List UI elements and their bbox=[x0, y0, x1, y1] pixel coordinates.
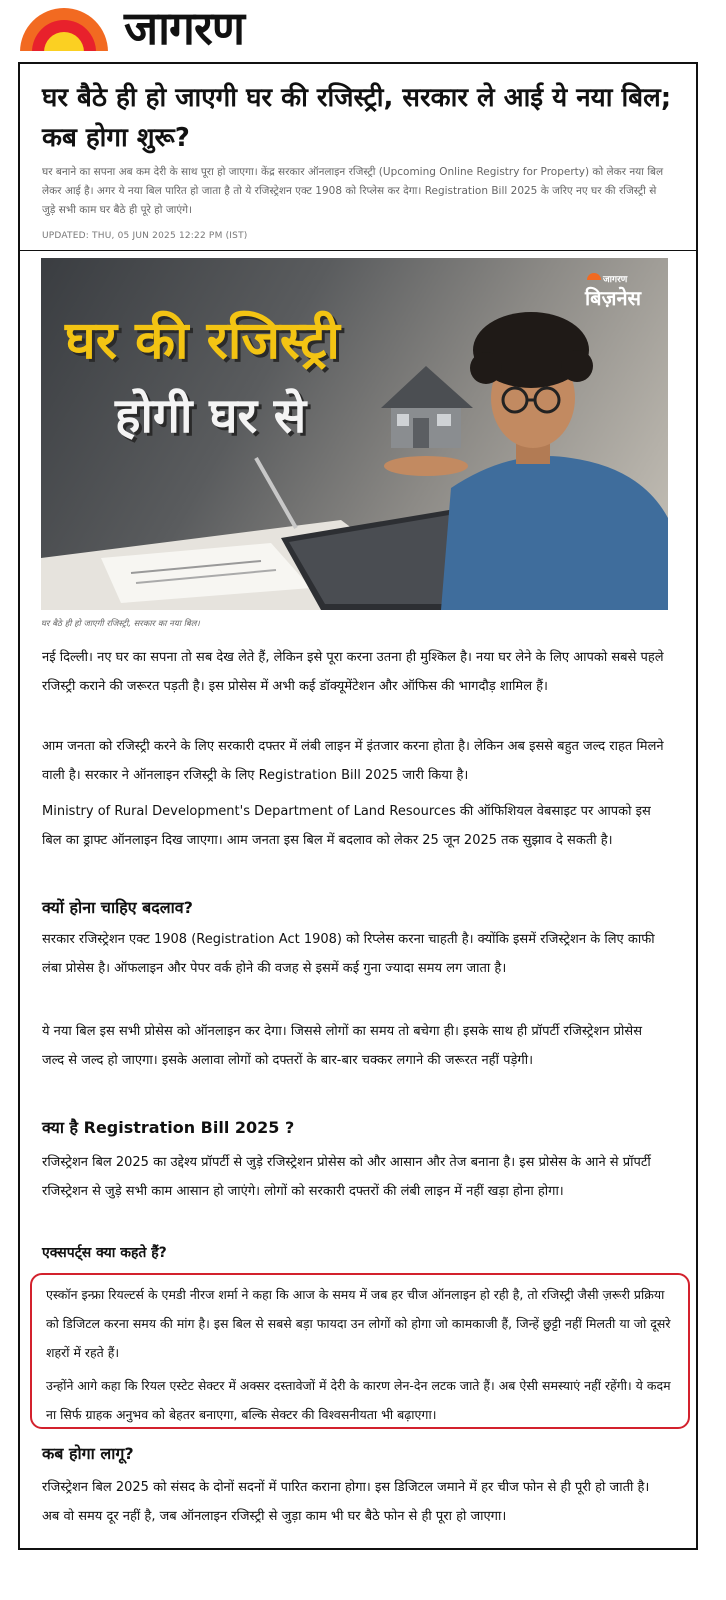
article-headline: घर बैठे ही हो जाएगी घर की रजिस्ट्री, सरकार ले आई ये नया बिल; कब होगा शुरू? bbox=[42, 83, 672, 153]
hero-image bbox=[41, 258, 668, 610]
hero-brand-small: जागरण bbox=[603, 275, 628, 285]
brand-logo-text[interactable]: जागरण bbox=[124, 1, 245, 55]
paragraph-1: नई दिल्ली। नए घर का सपना तो सब देख लेते हैं, लेकिन इसे पूरा करना उतना ही मुश्किल है। नया घर लेने के लिए आपको सबसे पहले रजिस्ट्री कराने की जरूरत पड़ती है। इस प्रोसेस में अभी कई डॉक्यूमेंटेशन और ऑफिस की भागदौड़ शामिल हैं। bbox=[42, 650, 664, 694]
paragraph-3: Ministry of Rural Development's Department of Land Resources की ऑफिशियल वेबसाइट पर आपको इस बिल का ड्राफ्ट ऑनलाइन दिख जाएगा। आम जनता इस बिल में बदलाव को लेकर 25 जून 2025 तक सुझाव दे सकती है। bbox=[42, 804, 651, 848]
hero-title-line1: घर की रजिस्ट्री bbox=[65, 311, 340, 371]
updated-timestamp: UPDATED: THU, 05 JUN 2025 12:22 PM (IST) bbox=[42, 231, 248, 241]
paragraph-6: रजिस्ट्रेशन बिल 2025 का उद्देश्य प्रॉपर्टी से जुड़े रजिस्ट्रेशन प्रोसेस को और आसान और तेज बनाना है। इस प्रोसेस के आने से प्रॉपर्टी रजिस्ट्रेशन से जुड़े सभी काम आसान हो जाएंगे। लोगों को सरकारी दफ्तरों की लंबी लाइन में नहीं खड़ा होना होगा। bbox=[42, 1155, 651, 1199]
expert-quote-2: उन्होंने आगे कहा कि रियल एस्टेट सेक्टर में अक्सर दस्तावेजों में देरी के कारण लेन-देन लटक जाते हैं। अब ऐसी समस्याएं नहीं रहेंगी। ये कदम ना सिर्फ ग्राहक अनुभव को बेहतर बनाएगा, बल्कि सेक्टर की विश्वसनीयता भी बढ़ाएगा। bbox=[46, 1378, 671, 1422]
hero-brand-big: बिज़नेस bbox=[585, 286, 642, 310]
paragraph-4: सरकार रजिस्ट्रेशन एक्ट 1908 (Registration Act 1908) को रिप्लेस करना चाहती है। क्योंकि इसमें रजिस्ट्रेशन के लिए काफी लंबा प्रोसेस है। ऑफलाइन और पेपर वर्क होने की वजह से इसमें कई गुना ज्यादा समय लग जाता है। bbox=[42, 932, 655, 976]
section-heading-when: कब होगा लागू? bbox=[42, 1444, 134, 1463]
paragraph-2: आम जनता को रजिस्ट्री करने के लिए सरकारी दफ्तर में लंबी लाइन में इंतजार करना होता है। लेकिन अब इससे बहुत जल्द राहत मिलने वाली है। सरकार ने ऑनलाइन रजिस्ट्री के लिए Registration Bill 2025 जारी किया है। bbox=[42, 739, 664, 783]
sun-logo-icon bbox=[18, 6, 110, 52]
section-heading-experts: एक्सपर्ट्स क्या कहते हैं? bbox=[42, 1245, 167, 1261]
section-heading-why: क्यों होना चाहिए बदलाव? bbox=[42, 898, 193, 917]
image-caption: घर बैठे ही हो जाएगी रजिस्ट्री, सरकार का नया बिल। bbox=[41, 619, 200, 629]
expert-quote-1: एस्कॉन इन्फ्रा रियल्टर्स के एमडी नीरज शर्मा ने कहा कि आज के समय में जब हर चीज ऑनलाइन हो रही है, तो रजिस्ट्री जैसी ज़रूरी प्रक्रिया को डिजिटल करना समय की मांग है। इस बिल से सबसे बड़ा फायदा उन लोगों को होगा जो कामकाजी हैं, जिन्हें छुट्टी नहीं मिलती या जो दूसरे शहरों में रहते हैं। bbox=[46, 1287, 671, 1360]
paragraph-7: रजिस्ट्रेशन बिल 2025 को संसद के दोनों सदनों में पारित कराना होगा। इस डिजिटल जमाने में हर चीज फोन से ही पूरी हो जाती है। अब वो समय दूर नहीं है, जब ऑनलाइन रजिस्ट्री से जुड़ा काम भी घर बैठे फोन से ही पूरा हो जाएगा। bbox=[42, 1480, 650, 1524]
masthead bbox=[0, 0, 726, 62]
paragraph-5: ये नया बिल इस सभी प्रोसेस को ऑनलाइन कर देगा। जिससे लोगों का समय तो बचेगा ही। इसके साथ ही प्रॉपर्टी रजिस्ट्रेशन प्रोसेस जल्द से जल्द हो जाएगा। इसके अलावा लोगों को दफ्तरों के बार-बार चक्कर लगाने की जरूरत नहीं पड़ेगी। bbox=[42, 1024, 642, 1068]
hero-title-line2: होगी घर से bbox=[115, 388, 307, 444]
header-divider bbox=[20, 250, 696, 251]
section-heading-what: क्या है Registration Bill 2025 ? bbox=[42, 1118, 295, 1137]
article-summary: घर बनाने का सपना अब कम देरी के साथ पूरा हो जाएगा। केंद्र सरकार ऑनलाइन रजिस्ट्री (Upcoming Online Registry for Property) को लेकर नया बिल लेकर आई है। अगर ये नया बिल पारित हो जाता है तो ये रजिस्ट्रेशन एक्ट 1908 को रिप्लेस कर देगा। Registration Bill 2025 के जरिए नए घर की रजिस्ट्री से जुड़े सभी काम घर बैठे ही पूरे हो जाएंगे। bbox=[42, 166, 664, 216]
